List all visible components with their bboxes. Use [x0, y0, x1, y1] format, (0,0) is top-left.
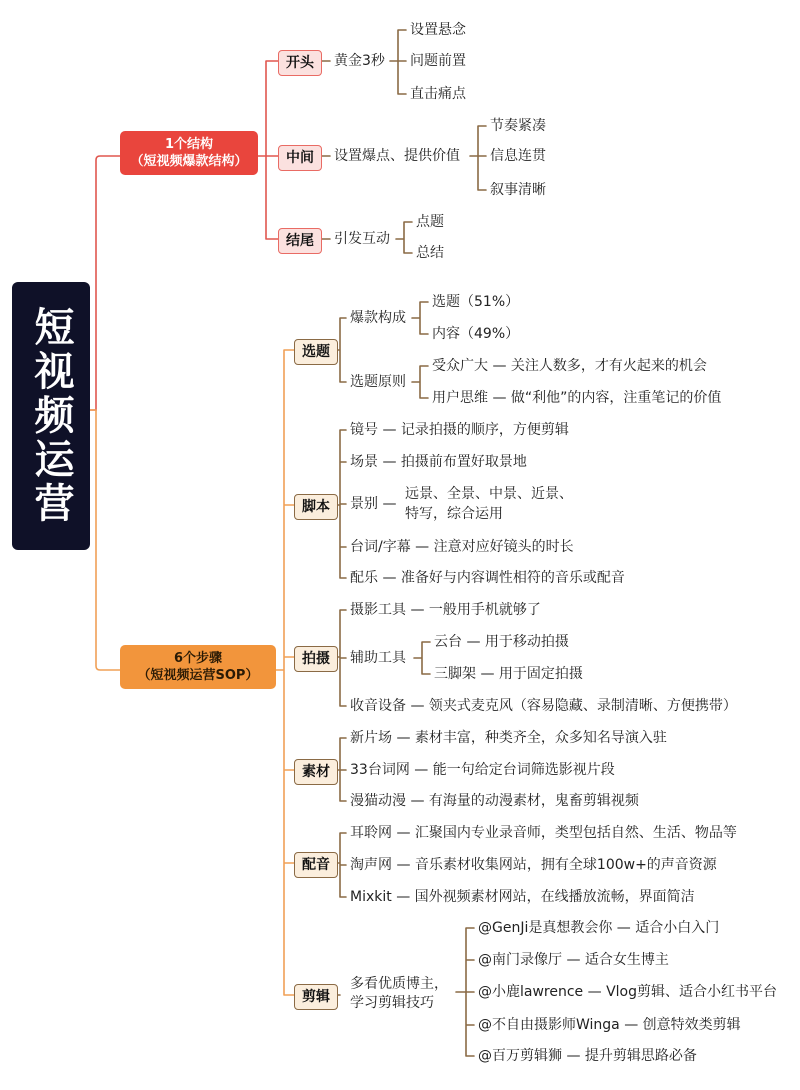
editing-item-5: @百万剪辑狮 — 提升剪辑思路必备 [478, 1048, 697, 1064]
editing-child-line2: 学习剪辑技巧 [350, 995, 434, 1011]
script-item-1: 镜号 — 记录拍摄的顺序，方便剪辑 [350, 422, 569, 438]
script-item-4: 台词/字幕 — 注意对应好镜头的时长 [350, 539, 574, 555]
editing-item-4: @不自由摄影师Winga — 创意特效类剪辑 [478, 1017, 741, 1033]
steps-branch-subtitle: （短视频运营SOP） [137, 668, 259, 683]
material-item-2: 33台词网 — 能一句给定台词筛选影视片段 [350, 762, 615, 778]
script-item-3-value-line1: 远景、全景、中景、近景、 [405, 486, 573, 502]
steps-branch-title: 6个步骤 [173, 651, 223, 666]
root-title: 短视频运营 [12, 282, 90, 550]
middle-item-1: 节奏紧凑 [490, 118, 546, 134]
topic-hit-item-1: 选题（51%） [432, 294, 520, 310]
dubbing-item-3: Mixkit — 国外视频素材网站，在线播放流畅，界面简洁 [350, 889, 695, 905]
shoot-camera: 摄影工具 — 一般用手机就够了 [350, 602, 541, 618]
editing-item-2: @南门录像厅 — 适合女生博主 [478, 952, 669, 968]
editing-item-1: @GenJi是真想教会你 — 适合小白入门 [478, 920, 720, 936]
node-material: 素材 [294, 759, 338, 785]
material-item-1: 新片场 — 素材丰富，种类齐全，众多知名导演入驻 [350, 730, 667, 746]
node-dubbing: 配音 [294, 852, 338, 878]
middle-item-2: 信息连贯 [490, 148, 546, 164]
topic-hit: 爆款构成 [350, 310, 406, 326]
assist-item-2: 三脚架 — 用于固定拍摄 [434, 666, 583, 682]
script-item-3-key: 景别 — [350, 496, 397, 512]
opening-item-1: 设置悬念 [410, 22, 466, 38]
middle-item-3: 叙事清晰 [490, 182, 546, 198]
opening-child: 黄金3秒 [334, 53, 385, 69]
middle-child: 设置爆点、提供价值 [334, 148, 460, 164]
assist-item-1: 云台 — 用于移动拍摄 [434, 634, 569, 650]
opening-item-2: 问题前置 [410, 53, 466, 69]
ending-item-2: 总结 [416, 245, 444, 261]
dubbing-item-1: 耳聆网 — 汇聚国内专业录音师，类型包括自然、生活、物品等 [350, 825, 737, 841]
opening-item-3: 直击痛点 [410, 86, 466, 102]
material-item-3: 漫猫动漫 — 有海量的动漫素材，鬼畜剪辑视频 [350, 793, 639, 809]
editing-child-line1: 多看优质博主， [350, 976, 448, 992]
structure-branch [120, 131, 258, 175]
node-script: 脚本 [294, 494, 338, 520]
node-editing: 剪辑 [294, 984, 338, 1010]
dubbing-item-2: 淘声网 — 音乐素材收集网站，拥有全球100w+的声音资源 [350, 857, 717, 873]
topic-hit-item-2: 内容（49%） [432, 326, 520, 342]
script-item-2: 场景 — 拍摄前布置好取景地 [350, 454, 527, 470]
editing-item-3: @小鹿lawrence — Vlog剪辑、适合小红书平台 [478, 984, 777, 1000]
shoot-assist: 辅助工具 [350, 650, 406, 666]
node-ending: 结尾 [278, 228, 322, 254]
node-opening: 开头 [278, 50, 322, 76]
principle-item-1: 受众广大 — 关注人数多，才有火起来的机会 [432, 358, 707, 374]
node-middle: 中间 [278, 145, 322, 171]
script-item-5: 配乐 — 准备好与内容调性相符的音乐或配音 [350, 570, 625, 586]
ending-item-1: 点题 [416, 214, 444, 230]
structure-branch-subtitle: （短视频爆款结构） [130, 154, 248, 169]
structure-branch-title: 1个结构 [164, 137, 214, 152]
node-topic: 选题 [294, 339, 338, 365]
principle-item-2: 用户思维 — 做“利他”的内容，注重笔记的价值 [432, 390, 722, 406]
ending-child: 引发互动 [334, 231, 390, 247]
shoot-audio: 收音设备 — 领夹式麦克风（容易隐藏、录制清晰、方便携带） [350, 698, 737, 714]
script-item-3-value-line2: 特写，综合运用 [405, 506, 503, 522]
topic-principle: 选题原则 [350, 374, 406, 390]
steps-branch [120, 645, 276, 689]
node-shoot: 拍摄 [294, 646, 338, 672]
